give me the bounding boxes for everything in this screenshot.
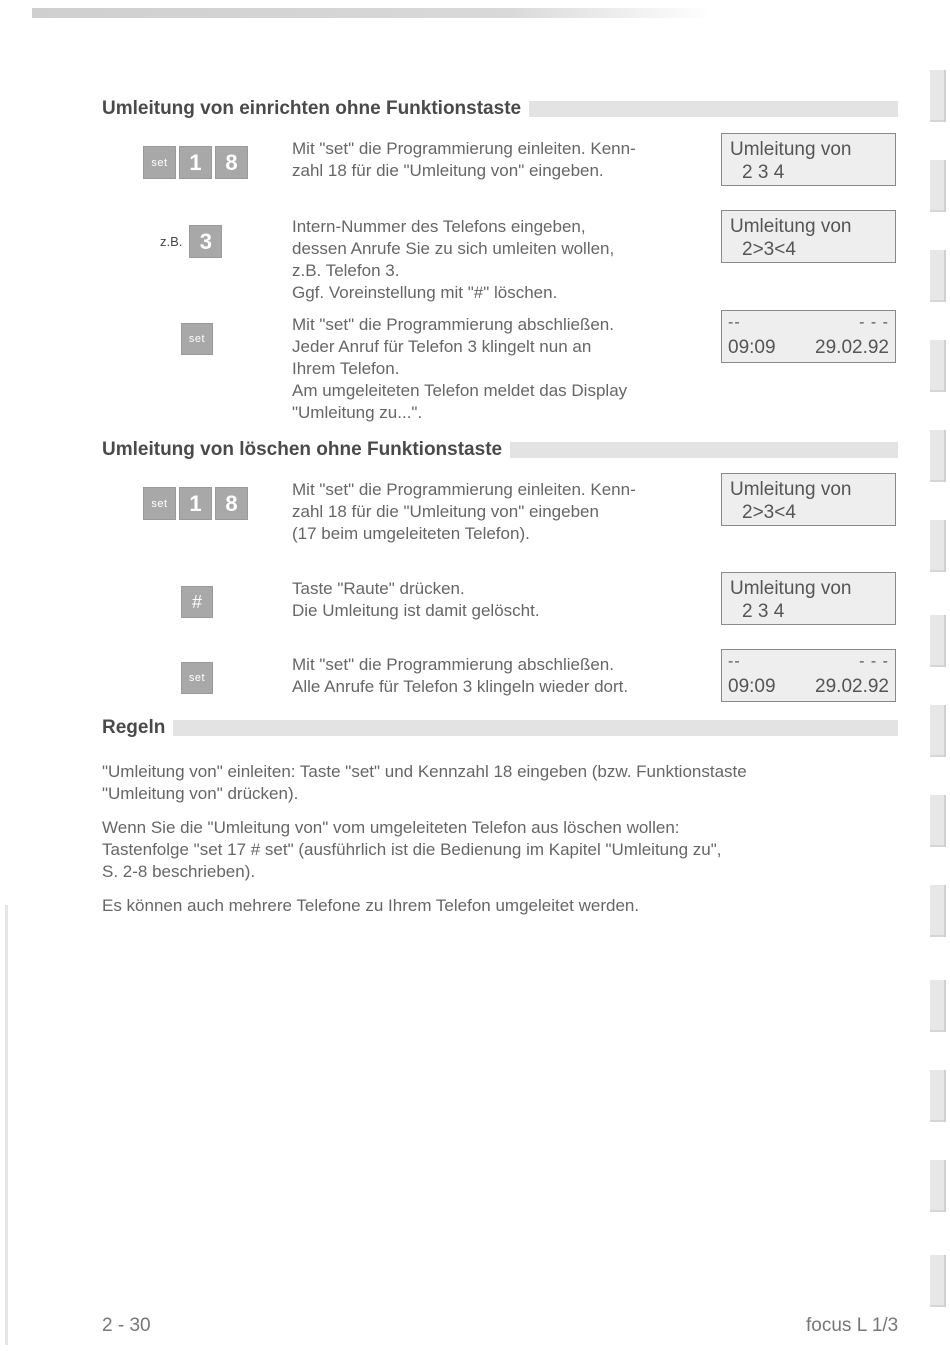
key-sequence-set-1-8 (143, 487, 248, 520)
section-title: Umleitung von löschen ohne Funktionstaste (102, 439, 503, 460)
set-key-icon: set (143, 487, 176, 520)
chapter-tab (930, 1255, 946, 1307)
key-sequence-zb-3 (160, 225, 222, 258)
heading-bar (173, 720, 898, 736)
section-heading-loeschen (102, 439, 898, 461)
section-title: Regeln (102, 717, 166, 738)
top-rule (32, 8, 712, 18)
chapter-tab (930, 980, 946, 1032)
chapter-tab (930, 885, 946, 937)
step-text: Intern-Nummer des Telefons eingeben, dessen Anrufe Sie zu sich umleiten wollen, z.B. Telefon 3. Ggf. Voreinstellung mit "#" löschen. (292, 217, 615, 302)
section-heading-einrichten (102, 98, 898, 120)
set-key-icon: set (181, 323, 213, 355)
chapter-tab (930, 250, 946, 302)
key-sequence-set (181, 323, 213, 355)
set-key-icon: set (181, 662, 213, 694)
rule-paragraph: "Umleitung von" einleiten: Taste "set" und Kennzahl 18 eingeben (bzw. Funktionstaste "Umleitung von" drücken). (102, 762, 747, 803)
lcd-display-time: -- - - - 09:09 29.02.92 (721, 649, 896, 702)
heading-bar (529, 101, 898, 117)
section-heading-regeln (102, 717, 898, 739)
key-sequence-hash (181, 586, 213, 618)
lcd-display: Umleitung von 2>3<4 (721, 210, 896, 263)
display-time: 09:09 (728, 676, 776, 697)
digit-3-key-icon: 3 (189, 225, 222, 258)
lcd-display: Umleitung von 2>3<4 (721, 473, 896, 526)
chapter-tab (930, 1160, 946, 1212)
chapter-tab (930, 615, 946, 667)
lcd-display: Umleitung von 2 3 4 (721, 572, 896, 625)
lcd-display-time: -- - - - 09:09 29.02.92 (721, 310, 896, 363)
display-time: 09:09 (728, 337, 776, 358)
example-prefix: z.B. (160, 234, 183, 249)
rule-paragraph: Wenn Sie die "Umleitung von" vom umgeleiteten Telefon aus löschen wollen: Tastenfolge "set 17 # set" (ausführlich ist die Bedienung im Kapitel "Umleitung zu", S. 2-8 beschrieben). (102, 818, 722, 881)
chapter-tab (930, 1070, 946, 1122)
chapter-tab (930, 430, 946, 482)
step-text: Mit "set" die Programmierung abschließen. Alle Anrufe für Telefon 3 klingeln wieder dort. (292, 655, 629, 696)
chapter-tab (930, 70, 946, 122)
product-name: focus L 1/3 (806, 1315, 899, 1336)
rules-body (102, 761, 902, 929)
display-date: 29.02.92 (815, 337, 889, 358)
display-date: 29.02.92 (815, 676, 889, 697)
digit-1-key-icon: 1 (179, 146, 212, 179)
digit-8-key-icon: 8 (215, 487, 248, 520)
chapter-tab (930, 340, 946, 392)
step-text: Mit "set" die Programmierung einleiten. Kenn- zahl 18 für die "Umleitung von" eingeben. (292, 139, 636, 180)
step-text: Taste "Raute" drücken. Die Umleitung ist damit gelöscht. (292, 579, 540, 620)
key-sequence-set (181, 662, 213, 694)
step-text: Mit "set" die Programmierung einleiten. Kenn- zahl 18 für die "Umleitung von" eingeben (17 beim umgeleiteten Telefon). (292, 480, 636, 543)
chapter-tab (930, 795, 946, 847)
set-key-icon: set (143, 146, 176, 179)
page-number: 2 - 30 (102, 1315, 151, 1336)
heading-bar (510, 442, 898, 458)
digit-1-key-icon: 1 (179, 487, 212, 520)
section-title: Umleitung von einrichten ohne Funktionstaste (102, 98, 522, 119)
chapter-tab (930, 160, 946, 212)
lcd-display: Umleitung von 2 3 4 (721, 133, 896, 186)
chapter-tab (930, 520, 946, 572)
key-sequence-set-1-8 (143, 146, 248, 179)
left-margin-rule (5, 905, 8, 1345)
rule-paragraph: Es können auch mehrere Telefone zu Ihrem Telefon umgeleitet werden. (102, 896, 640, 915)
chapter-tabs (920, 0, 950, 1353)
hash-key-icon: # (181, 586, 213, 618)
step-text: Mit "set" die Programmierung abschließen. Jeder Anruf für Telefon 3 klingelt nun an Ihrem Telefon. Am umgeleiteten Telefon meldet das Display "Umleitung zu...". (292, 315, 628, 422)
chapter-tab (930, 705, 946, 757)
digit-8-key-icon: 8 (215, 146, 248, 179)
